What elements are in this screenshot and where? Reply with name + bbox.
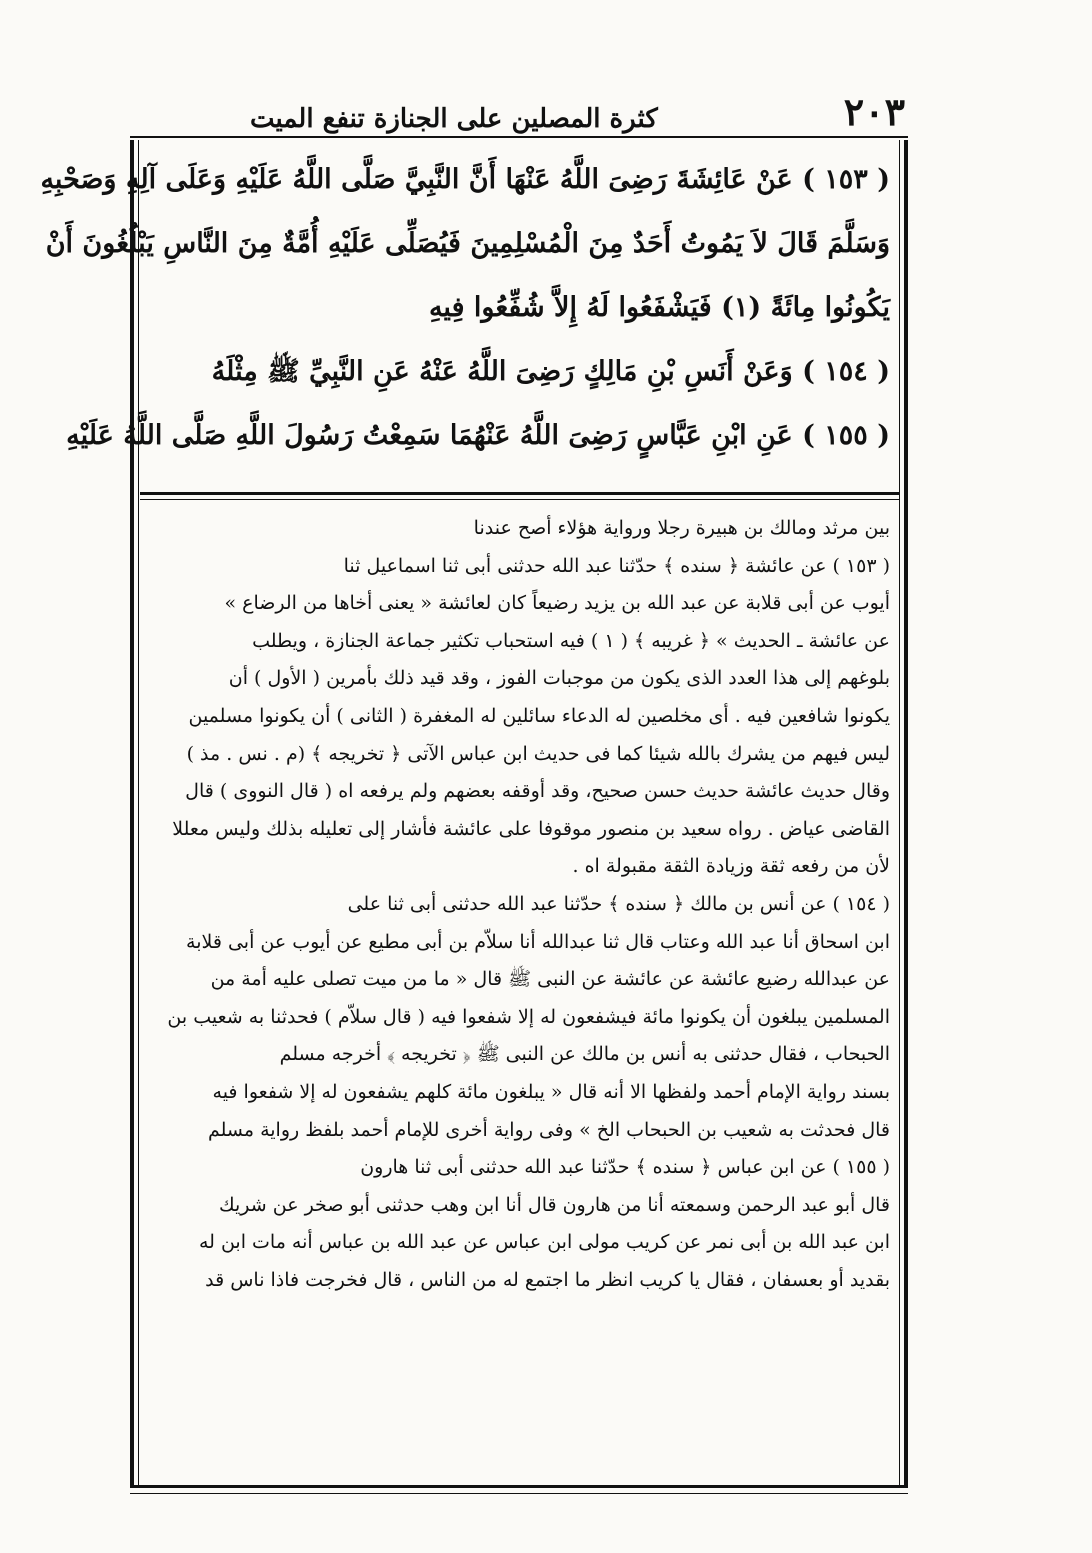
commentary-line: قال أبو عبد الرحمن وسمعته أنا من هارون قال أنا ابن وهب حدثنى أبو صخر عن شريك xyxy=(218,1193,890,1216)
commentary-line: قال فحدثت به شعيب بن الحبحاب الخ » وفى رواية أخرى للإمام أحمد بلفظ رواية مسلم xyxy=(207,1118,890,1141)
footer-rule-thin xyxy=(130,1493,908,1494)
commentary-line: لأن من رفعه ثقة وزيادة الثقة مقبولة اه . xyxy=(572,855,890,878)
commentary-line: بين مرثد ومالك بن هبيرة رجلا ورواية هؤلاء أصح عندنا xyxy=(473,517,890,539)
commentary-line: القاضى عياض . رواه سعيد بن منصور موقوفا على عائشة فأشار إلى تعليله بذلك وليس معللا xyxy=(172,817,890,840)
page-number: ٢٠٣ xyxy=(843,89,905,134)
page-header xyxy=(130,80,905,134)
commentary-line: بقديد أو بعسفان ، فقال يا كريب انظر ما اجتمع له من الناس ، قال فخرجت فاذا ناس قد xyxy=(205,1268,890,1291)
hadith-line: ( ١٥٥ ) عَنِ ابْنِ عَبَّاسٍ رَضِىَ اللَّهُ عَنْهُمَا سَمِعْتُ رَسُولَ اللَّهِ صَلَّى اللَّهُ عَلَيْهِ xyxy=(66,420,890,451)
hadith-line: ( ١٥٣ ) عَنْ عَائِشَةَ رَضِىَ اللَّهُ عَنْهَا أَنَّ النَّبِيَّ صَلَّى اللَّهُ عَلَيْهِ وَعَلَى آلِهِ وَصَحْبِهِ xyxy=(40,164,890,195)
commentary-line: ( ١٥٣ ) عن عائشة ﴿ سنده ﴾ حدّثنا عبد الله حدثنى أبى ثنا اسماعيل ثنا xyxy=(343,554,890,577)
commentary-line: بلوغهم إلى هذا العدد الذى يكون من موجبات الفوز ، وقد قيد ذلك بأمرين ( الأول ) أن xyxy=(228,667,890,690)
commentary-line: ( ١٥٤ ) عن أنس بن مالك ﴿ سنده ﴾ حدّثنا عبد الله حدثنى أبى ثنا على xyxy=(347,892,890,915)
commentary-line: ليس فيهم من يشرك بالله شيئا كما فى حديث ابن عباس الآتى ﴿ تخريجه ﴾ (م . نس . مذ ) xyxy=(186,742,890,765)
commentary-line: ابن عبد الله بن أبى نمر عن كريب مولى ابن عباس عن عبد الله بن عباس أنه مات ابن له xyxy=(198,1231,890,1254)
hadith-line: وَسَلَّمَ قَالَ لاَ يَمُوتُ أَحَدٌ مِنَ الْمُسْلِمِينَ فَيُصَلِّى عَلَيْهِ أُمَّةٌ مِنَ النَّاسِ يَبْلُغُونَ أَنْ xyxy=(45,228,890,259)
hadith-line: يَكُونُوا مِائَةً (١) فَيَشْفَعُوا لَهُ إِلاَّ شُفِّعُوا فِيهِ xyxy=(428,292,890,323)
commentary-line: عن عبدالله رضيع عائشة عن عائشة عن النبى ﷺ قال « ما من ميت تصلى عليه أمة من xyxy=(210,968,890,991)
commentary-line: الحبحاب ، فقال حدثنى به أنس بن مالك عن النبى ﷺ ﴿ تخريجه ﴾ أخرجه مسلم xyxy=(279,1043,890,1066)
running-title: كثرة المصلين على الجنازة تنفع الميت xyxy=(250,104,658,134)
footer-rule xyxy=(130,1485,908,1488)
commentary-line: المسلمين يبلغون أن يكونوا مائة فيشفعون له إلا شفعوا فيه ( قال سلاّم ) فحدثنا به شعيب بن xyxy=(167,1005,890,1028)
commentary-line: عن عائشة ـ الحديث » ﴿ غريبه ﴾ ( ١ ) فيه استحباب تكثير جماعة الجنازة ، ويطلب xyxy=(252,629,890,652)
commentary-line: وقال حديث عائشة حديث حسن صحيح، وقد أوقفه بعضهم ولم يرفعه اه ( قال النووى ) قال xyxy=(185,780,890,803)
section-divider xyxy=(140,492,900,495)
commentary-block xyxy=(150,510,890,1299)
commentary-line: أيوب عن أبى قلابة عن عبد الله بن يزيد رضيعاً كان لعائشة « يعنى أخاها من الرضاع » xyxy=(224,592,890,615)
section-divider-thin xyxy=(140,499,900,500)
hadith-text-block xyxy=(40,148,890,468)
hadith-line: ( ١٥٤ ) وَعَنْ أَنَسِ بْنِ مَالِكٍ رَضِىَ اللَّهُ عَنْهُ عَنِ النَّبِيِّ ﷺ مِثْلَهُ xyxy=(211,356,890,387)
commentary-line: بسند رواية الإمام أحمد ولفظها الا أنه قال « يبلغون مائة كلهم يشفعون له إلا شفعوا فيه xyxy=(212,1080,890,1103)
commentary-line: يكونوا شافعين فيه . أى مخلصين له الدعاء سائلين له المغفرة ( الثانى ) أن يكونوا مسلمين xyxy=(188,704,890,727)
header-rule xyxy=(130,136,908,138)
commentary-line: ( ١٥٥ ) عن ابن عباس ﴿ سنده ﴾ حدّثنا عبد الله حدثنى أبى ثنا هارون xyxy=(360,1156,890,1179)
commentary-line: ابن اسحاق أنا عبد الله وعتاب قال ثنا عبدالله أنا سلاّم بن أبى مطيع عن أيوب عن أبى قلابة xyxy=(186,930,890,953)
